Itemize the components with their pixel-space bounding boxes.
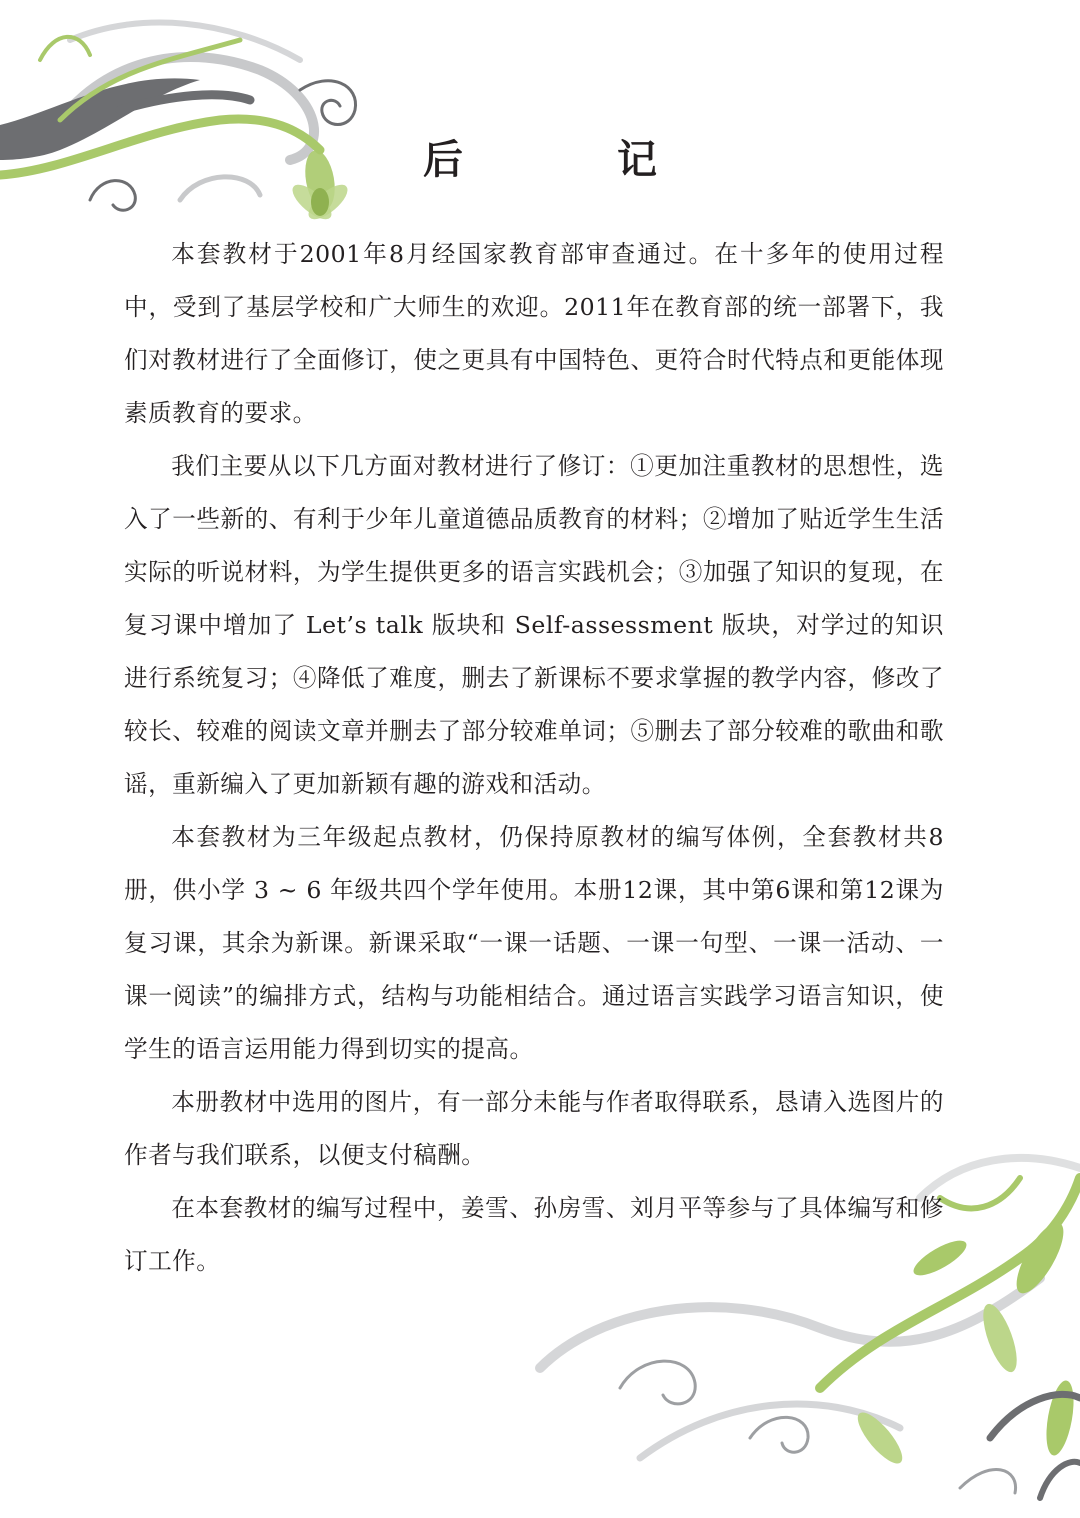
floral-ornament-top (0, 0, 420, 230)
paragraph-3: 本套教材为三年级起点教材，仍保持原教材的编写体例，全套教材共8册，供小学 3 ~ 6 年级共四个学年使用。本册12课，其中第6课和第12课为复习课，其余为新课。新课采取“一课一话题、一课一句型、一课一活动、一课一阅读”的编排方式，结构与功能相结合。通过语言实践学习语言知识，使学生的语言运用能力得到切实的提高。 (124, 823, 944, 1063)
page-title: 后 记 (423, 137, 727, 183)
body-text (124, 228, 944, 1288)
paragraph-2: 我们主要从以下几方面对教材进行了修订：①更加注重教材的思想性，选入了一些新的、有利于少年儿童道德品质教育的材料；②增加了贴近学生生活实际的听说材料，为学生提供更多的语言实践机会；③加强了知识的复现，在复习课中增加了 Let’s talk 版块和 Self-assessment 版块，对学过的知识进行系统复习；④降低了难度，删去了新课标不要求掌握的教学内容，修改了较长、较难的阅读文章并删去了部分较难单词；⑤删去了部分较难的歌曲和歌谣，重新编入了更加新颖有趣的游戏和活动。 (124, 452, 944, 798)
paragraph-4: 本册教材中选用的图片，有一部分未能与作者取得联系，恳请入选图片的作者与我们联系，以便支付稿酬。 (124, 1088, 944, 1169)
paragraph-5: 在本套教材的编写过程中，姜雪、孙房雪、刘月平等参与了具体编写和修订工作。 (124, 1194, 944, 1275)
paragraph-1: 本套教材于2001年8月经国家教育部审查通过。在十多年的使用过程中，受到了基层学校和广大师生的欢迎。2011年在教育部的统一部署下，我们对教材进行了全面修订，使之更具有中国特色、更符合时代特点和更能体现素质教育的要求。 (124, 240, 944, 427)
